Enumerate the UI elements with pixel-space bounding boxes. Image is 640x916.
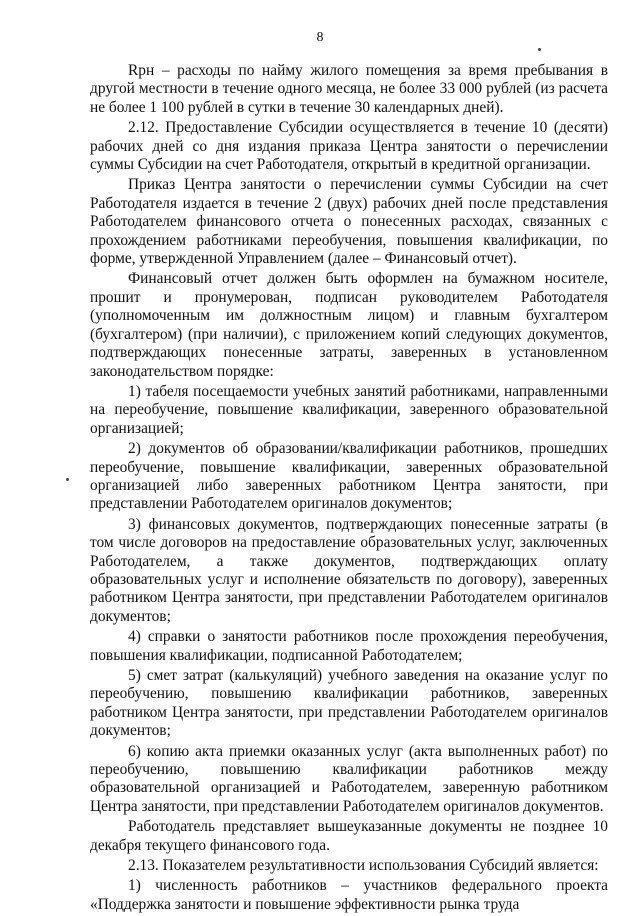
list-item-1: 1) табеля посещаемости учебных занятий работниками, направленными на переобучение, повышение квалификации, заверенного образовательной организацией; — [90, 382, 608, 437]
paragraph-rrn-definition: Rрн – расходы по найму жилого помещения за время пребывания в другой местности в течение одного месяца, не более 33 000 рублей (из расчета не более 1 100 рублей в сутки в течение 30 календарных дней). — [90, 62, 608, 116]
page-number: 8 — [316, 30, 324, 45]
paragraph-financial-report: Финансовый отчет должен быть оформлен на бумажном носителе, прошит и пронумерован, подписан руководителем Работодателя (уполномоченным им должностным лицом) и главным бухгалтером (бухгалтером) (при наличии), с приложением копий следующих документов, подтверждающих понесенные затраты, заверенных в установленном законодательством порядке: — [90, 270, 608, 380]
paragraph-order: Приказ Центра занятости о перечислении суммы Субсидии на счет Работодателя издается в течение 2 (двух) рабочих дней после представления Работодателем финансового отчета о понесенных расходах, связанных с прохождением работниками переобучения, повышения квалификации, по форме, утвержденной Управлением (далее – Финансовый отчет). — [90, 176, 608, 268]
list-item-3: 3) финансовых документов, подтверждающих понесенные затраты (в том числе договоров на предоставление образовательных услуг, заключенных Работодателем, а также документов, подтверждающих оплату образовательных услуг и исполнение обязательств по договору), заверенных работником Центра занятости, при представлении Работодателем оригиналов документов; — [90, 515, 608, 625]
document-body — [90, 62, 608, 916]
scan-speck — [538, 48, 541, 51]
paragraph-indicator-1: 1) численность работников – участников федерального проекта «Поддержка занятости и повышение эффективности рынка труда — [90, 877, 608, 913]
paragraph-deadline: Работодатель представляет вышеуказанные документы не позднее 10 декабря текущего финансового года. — [90, 818, 608, 854]
list-item-2: 2) документов об образовании/квалификации работников, прошедших переобучение, повышение квалификации, заверенных образовательной организацией либо заверенных работником Центра занятости, при представлении Работодателем оригиналов документов; — [90, 440, 608, 513]
list-item-6: 6) копию акта приемки оказанных услуг (акта выполненных работ) по переобучению, повышению квалификации работников между образовательной организацией и Работодателем, заверенную работником Центра занятости, при представлении Работодателем оригиналов документов. — [90, 742, 608, 815]
list-item-5: 5) смет затрат (калькуляций) учебного заведения на оказание услуг по переобучению, повышению квалификации работников, заверенных работником Центра занятости, при представлении Работодателем оригиналов документов; — [90, 667, 608, 740]
paragraph-2-12: 2.12. Предоставление Субсидии осуществляется в течение 10 (десяти) рабочих дней со дня издания приказа Центра занятости о перечислении суммы Субсидии на счет Работодателя, открытый в кредитной организации. — [90, 119, 608, 174]
paragraph-2-13: 2.13. Показателем результативности использования Субсидий является: — [128, 857, 599, 875]
scan-speck — [66, 478, 69, 481]
list-item-4: 4) справки о занятости работников после прохождения переобучения, повышения квалификации, подписанной Работодателем; — [90, 628, 608, 664]
